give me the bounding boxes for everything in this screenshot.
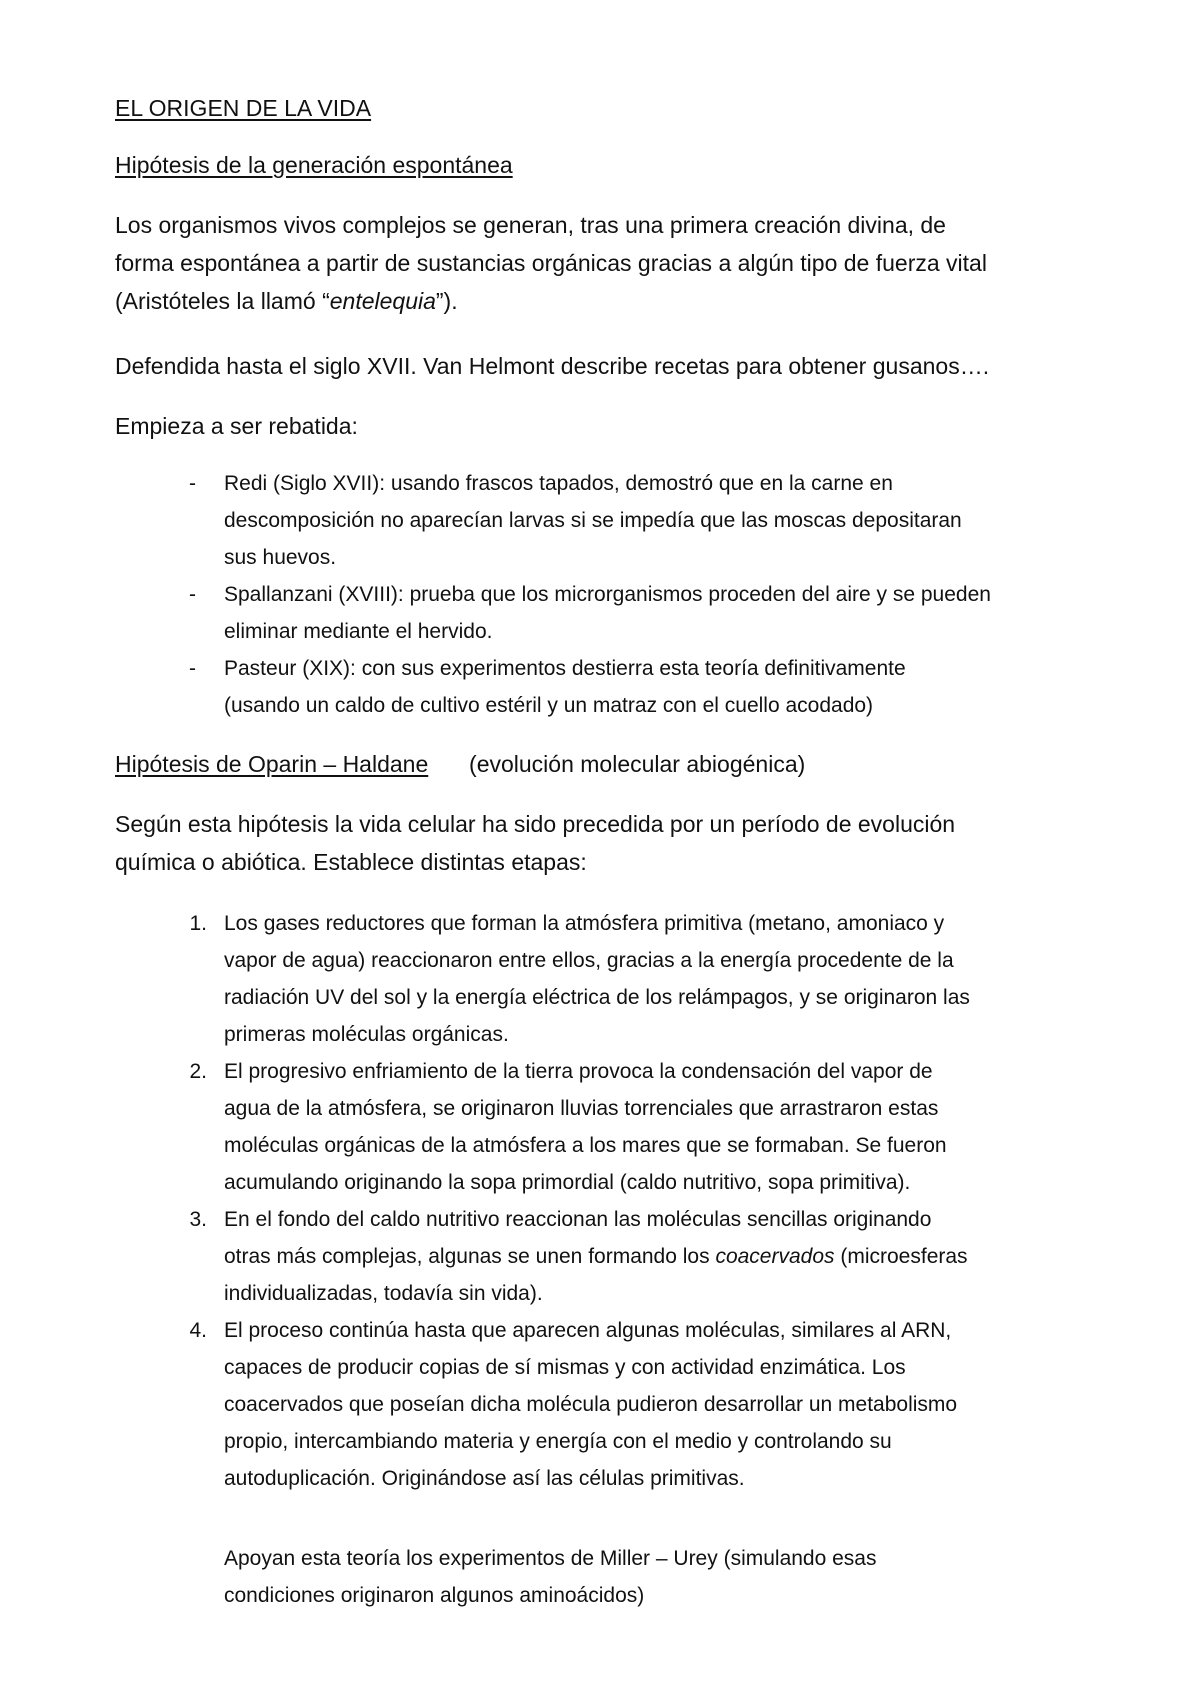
section2-heading: Hipótesis de Oparin – Haldane bbox=[115, 751, 429, 777]
step-line: capaces de producir copias de sí mismas y con actividad enzimática. Los bbox=[224, 1356, 906, 1379]
bullet-marker: - bbox=[189, 583, 196, 606]
step-number: 4. bbox=[189, 1319, 207, 1342]
paragraph1-line2: forma espontánea a partir de sustancias orgánicas gracias a algún tipo de fuerza vital bbox=[115, 250, 987, 276]
document-title: EL ORIGEN DE LA VIDA bbox=[115, 95, 372, 121]
section2-intro bbox=[115, 805, 955, 881]
entelequia-term: entelequia bbox=[329, 288, 436, 314]
step-line: autoduplicación. Originándose así las células primitivas. bbox=[224, 1467, 745, 1490]
step-text bbox=[224, 1201, 968, 1312]
step-text bbox=[224, 1312, 957, 1497]
closing-line1: Apoyan esta teoría los experimentos de Miller – Urey (simulando esas bbox=[224, 1547, 877, 1570]
section1-paragraph2: Defendida hasta el siglo XVII. Van Helmont describe recetas para obtener gusanos…. bbox=[115, 353, 990, 379]
section2-heading-note: (evolución molecular abiogénica) bbox=[469, 751, 806, 777]
step-line-prefix: otras más complejas, algunas se unen formando los bbox=[224, 1245, 716, 1268]
bullet-line: descomposición no aparecían larvas si se impedía que las moscas depositaran bbox=[224, 509, 962, 532]
bullet-text bbox=[224, 576, 991, 650]
step-line: individualizadas, todavía sin vida). bbox=[224, 1282, 543, 1305]
bullet-text bbox=[224, 465, 962, 576]
step-line: moléculas orgánicas de la atmósfera a los mares que se formaban. Se fueron bbox=[224, 1134, 947, 1157]
section1-paragraph3: Empieza a ser rebatida: bbox=[115, 413, 358, 439]
closing-line2: condiciones originaron algunos aminoácidos) bbox=[224, 1584, 645, 1607]
step-line-suffix: (microesferas bbox=[834, 1245, 968, 1268]
paragraph1-line1: Los organismos vivos complejos se generan, tras una primera creación divina, de bbox=[115, 212, 946, 238]
step-line: En el fondo del caldo nutritivo reaccionan las moléculas sencillas originando bbox=[224, 1208, 932, 1231]
coacervados-term: coacervados bbox=[715, 1245, 835, 1268]
step-line: El proceso continúa hasta que aparecen algunas moléculas, similares al ARN, bbox=[224, 1319, 952, 1342]
bullet-marker: - bbox=[189, 657, 196, 680]
step-line: propio, intercambiando materia y energía con el medio y controlando su bbox=[224, 1430, 892, 1453]
intro-line1: Según esta hipótesis la vida celular ha sido precedida por un período de evolución bbox=[115, 811, 956, 837]
paragraph1-line3-suffix: ”). bbox=[435, 288, 458, 314]
bullet-line: eliminar mediante el hervido. bbox=[224, 620, 493, 643]
step-number: 1. bbox=[189, 912, 207, 935]
step-line: acumulando originando la sopa primordial (caldo nutritivo, sopa primitiva). bbox=[224, 1171, 911, 1194]
step-line: radiación UV del sol y la energía eléctrica de los relámpagos, y se originaron las bbox=[224, 986, 970, 1009]
bullet-line: (usando un caldo de cultivo estéril y un matraz con el cuello acodado) bbox=[224, 694, 874, 717]
miller-urey-note bbox=[224, 1540, 876, 1614]
step-line: El progresivo enfriamiento de la tierra provoca la condensación del vapor de bbox=[224, 1060, 933, 1083]
bullet-line: Spallanzani (XVIII): prueba que los microrganismos proceden del aire y se pueden bbox=[224, 583, 991, 606]
section1-heading: Hipótesis de la generación espontánea bbox=[115, 152, 513, 178]
bullet-line: sus huevos. bbox=[224, 546, 337, 569]
bullet-marker: - bbox=[189, 472, 196, 495]
step-text bbox=[224, 1053, 947, 1201]
step-text bbox=[224, 905, 970, 1053]
step-line: coacervados que poseían dicha molécula pudieron desarrollar un metabolismo bbox=[224, 1393, 958, 1416]
section1-paragraph1 bbox=[115, 206, 987, 320]
bullet-line: Redi (Siglo XVII): usando frascos tapados, demostró que en la carne en bbox=[224, 472, 893, 495]
step-line: Los gases reductores que forman la atmósfera primitiva (metano, amoniaco y bbox=[224, 912, 945, 935]
step-number: 2. bbox=[189, 1060, 207, 1083]
paragraph1-line3 bbox=[115, 282, 987, 320]
step-line: primeras moléculas orgánicas. bbox=[224, 1023, 509, 1046]
bullet-text bbox=[224, 650, 906, 724]
bullet-line: Pasteur (XIX): con sus experimentos destierra esta teoría definitivamente bbox=[224, 657, 906, 680]
step-number: 3. bbox=[189, 1208, 207, 1231]
paragraph1-line3-prefix: (Aristóteles la llamó “ bbox=[115, 288, 330, 314]
step-line bbox=[224, 1238, 968, 1275]
section2-heading-row bbox=[115, 745, 805, 783]
step-line: agua de la atmósfera, se originaron lluvias torrenciales que arrastraron estas bbox=[224, 1097, 939, 1120]
intro-line2: química o abiótica. Establece distintas etapas: bbox=[115, 849, 587, 875]
step-line: vapor de agua) reaccionaron entre ellos, gracias a la energía procedente de la bbox=[224, 949, 954, 972]
